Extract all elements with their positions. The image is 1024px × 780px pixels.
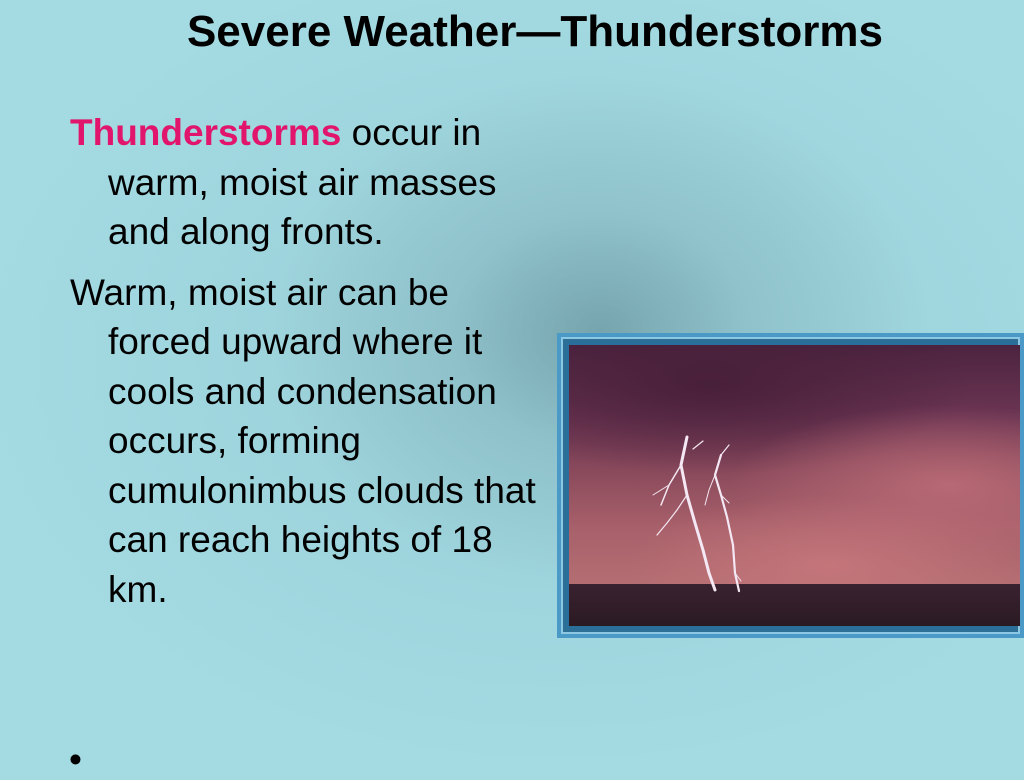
bullet-warm-moist-air: Warm, moist air can be forced upward where it cools and condensation occurs, forming cumulonimbus clouds that can reach heights of 18 km.	[70, 271, 536, 610]
lightning-bolt-icon	[569, 345, 1024, 634]
slide-body	[70, 108, 550, 625]
bullet-thunderstorms	[70, 108, 550, 257]
bullet-thunderstorms-text: occur in warm, moist air masses and along fronts.	[108, 112, 497, 252]
slide-title: Severe Weather—Thunderstorms	[186, 7, 884, 56]
lightning-photo	[569, 345, 1020, 626]
empty-bullet: •	[69, 739, 82, 780]
highlight-term: Thunderstorms	[70, 112, 342, 153]
lightning-photo-frame	[557, 333, 1024, 638]
